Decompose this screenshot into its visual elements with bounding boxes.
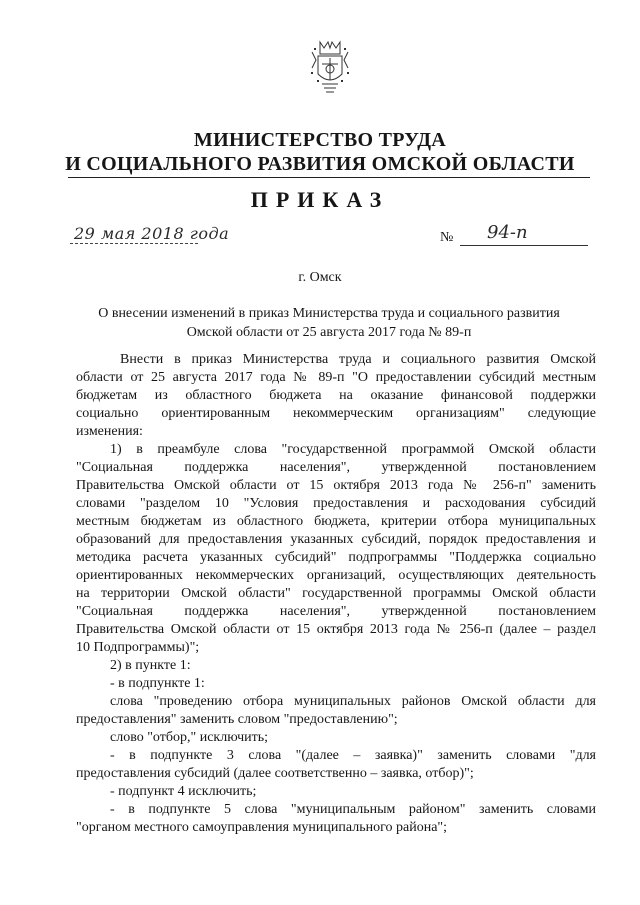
body-line: ориентированных некоммерческих организаций, осуществляющих деятельность [76, 568, 596, 583]
body-line: "органом местного самоуправления муниципального района"; [76, 820, 448, 835]
handwritten-number: 94-п [487, 222, 528, 243]
body-line: изменения: [76, 424, 143, 439]
coat-of-arms-emblem [308, 38, 352, 96]
body-line: Правительства Омской области от 15 октября 2013 года № 256-п (далее – раздел [76, 622, 596, 637]
ministry-name-line2: И СОЦИАЛЬНОГО РАЗВИТИЯ ОМСКОЙ ОБЛАСТИ [65, 153, 575, 175]
body-line: предоставления" заменить словом "предоставлению"; [76, 712, 398, 727]
body-line: словами "разделом 10 "Условия предоставления и расходования субсидий [76, 496, 596, 511]
body-line: "Социальная поддержка населения", утвержденной постановлением [76, 460, 596, 475]
ministry-name-line1: МИНИСТЕРСТВО ТРУДА [193, 129, 447, 151]
body-line: на территории Омской области" государственной программы Омской области [76, 586, 596, 601]
body-line: методика расчета указанных субсидий" подпрограммы "Поддержка социально [76, 550, 596, 565]
body-line: "Социальная поддержка населения", утвержденной постановлением [76, 604, 596, 619]
body-line: области от 25 августа 2017 года № 89-п "О предоставлении субсидий местным [76, 370, 596, 385]
body-line: 2) в пункте 1: [110, 658, 191, 673]
body-line: - подпункт 4 исключить; [110, 784, 257, 799]
body-line: образований для предоставления указанных субсидий, порядок предоставления и [76, 532, 596, 547]
body-line: Правительства Омской области от 15 октября 2013 года № 256-п" заменить [76, 478, 596, 493]
city-label: г. Омск [298, 270, 342, 285]
handwritten-date: 29 мая 2018 года [74, 224, 230, 243]
body-line: - в подпункте 1: [110, 676, 205, 691]
order-subject [62, 304, 596, 342]
body-line: местным бюджетам из областного бюджета, критерии отбора муниципальных [76, 514, 596, 529]
subject-line2: Омской области от 25 августа 2017 года № 89-п [186, 325, 472, 340]
body-line: слово "отбор," исключить; [110, 730, 269, 745]
body-line: 1) в преамбуле слова "государственной программой Омской области [110, 442, 596, 457]
body-line: бюджетам из областного бюджета на оказание финансовой поддержки [76, 388, 596, 403]
body-line: - в подпункте 5 слова "муниципальным районом" заменить словами [110, 802, 596, 817]
body-line: 10 Подпрограммы)"; [76, 640, 200, 655]
body-line: социально ориентированным некоммерческим организациям" следующие [76, 406, 596, 421]
body-line: предоставления субсидий (далее соответственно – заявка, отбор)"; [76, 766, 474, 781]
subject-line1: О внесении изменений в приказ Министерства труда и социального развития [98, 306, 560, 321]
body-line: - в подпункте 3 слова "(далее – заявка)" заменить словами "для [110, 748, 596, 763]
document-type-title: ПРИКАЗ [250, 187, 390, 212]
date-underline [70, 243, 198, 244]
number-underline [460, 245, 588, 246]
header-divider [68, 177, 590, 178]
body-line: Внести в приказ Министерства труда и социального развития Омской [120, 352, 596, 367]
number-label: № [440, 230, 454, 245]
body-line: слова "проведению отбора муниципальных районов Омской области для [110, 694, 596, 709]
